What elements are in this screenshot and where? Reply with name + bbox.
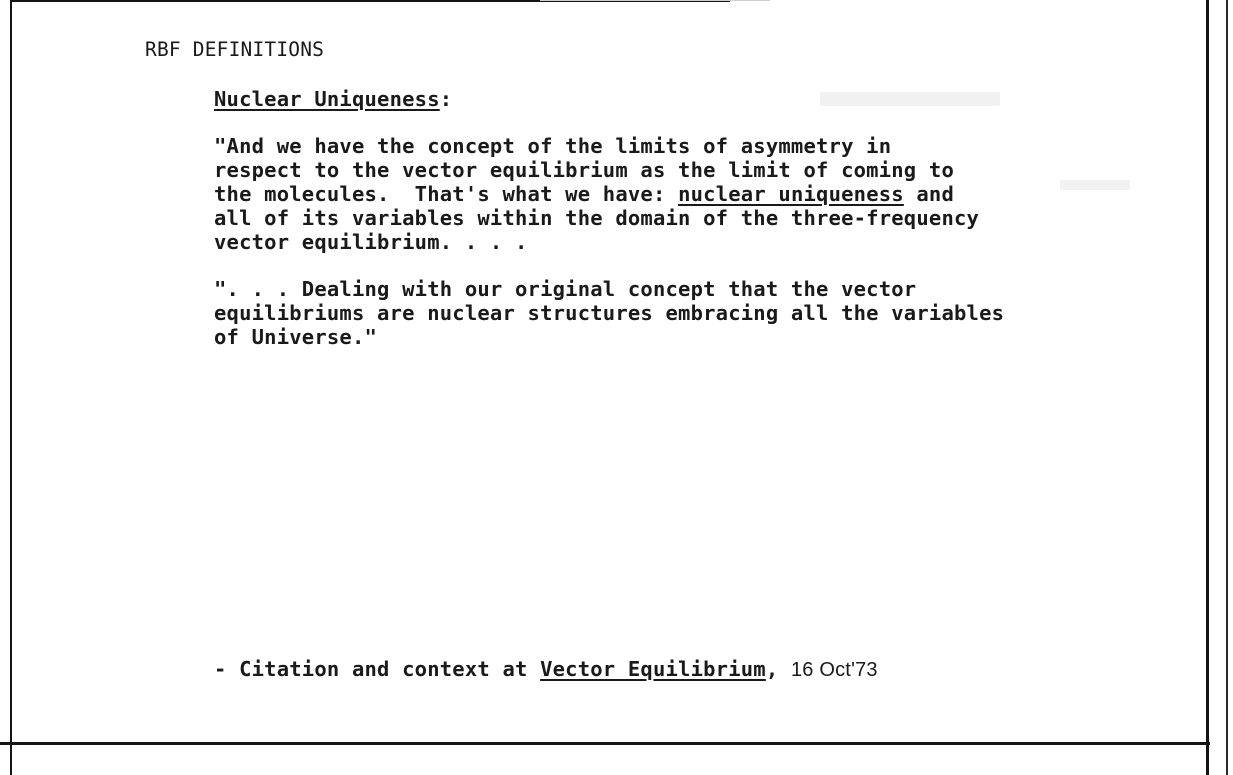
faint-top-line: [540, 0, 770, 1]
quote1-line-1: "And we have the concept of the limits of asymmetry in: [214, 134, 892, 158]
quote2-line-3: of Universe.": [214, 325, 378, 349]
bleed-through-mark: [820, 92, 1000, 106]
quote2-line-1: ". . . Dealing with our original concept that the vector: [214, 277, 917, 301]
quote1-line-5: vector equilibrium. . . .: [214, 230, 528, 254]
quote2-line-2: equilibriums are nuclear structures embracing all the variables: [214, 301, 1005, 325]
citation-link[interactable]: Vector Equilibrium: [540, 657, 766, 681]
card-right-border: [1206, 0, 1209, 775]
term-title: [214, 87, 452, 111]
term-title-text: Nuclear Uniqueness: [214, 87, 440, 111]
quote1-line-3-post: and: [903, 182, 954, 206]
citation-separator: ,: [765, 657, 791, 681]
citation-date: 16 Oct'73: [790, 659, 878, 681]
quote1-line-4: all of its variables within the domain of the three-frequency: [214, 206, 980, 230]
citation-prefix: - Citation and context at: [214, 657, 541, 681]
card-left-border: [10, 0, 12, 775]
card-heading: RBF DEFINITIONS: [145, 38, 325, 61]
next-card-edge: [1226, 0, 1228, 775]
term-link[interactable]: nuclear uniqueness: [678, 182, 904, 206]
quote-paragraph-1: [214, 134, 979, 254]
bleed-through-mark: [1060, 180, 1130, 190]
quote-paragraph-2: [214, 277, 1004, 349]
citation-line: [214, 657, 878, 682]
quote1-line-2: respect to the vector equilibrium as the limit of coming to: [214, 158, 954, 182]
term-title-colon: :: [439, 87, 453, 111]
quote1-line-3-pre: the molecules. That's what we have:: [214, 182, 679, 206]
card-bottom-border: [0, 742, 1210, 745]
